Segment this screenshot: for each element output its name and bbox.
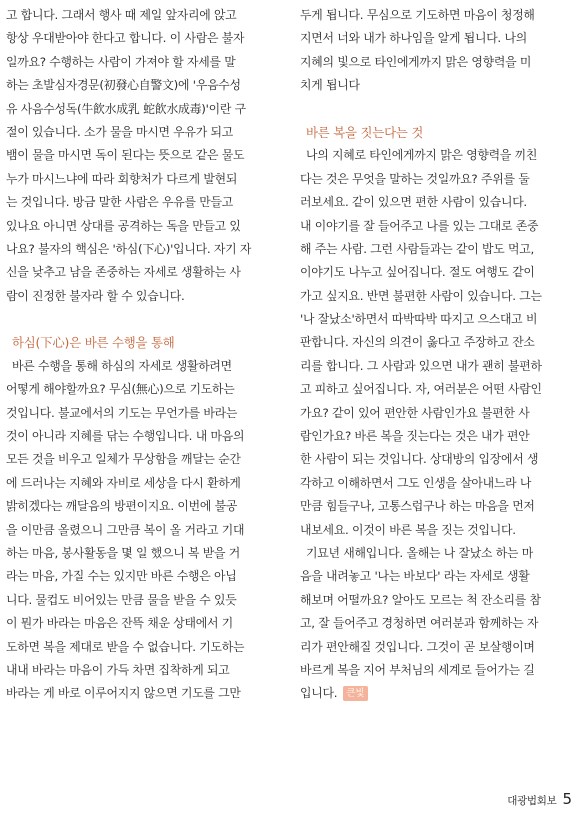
text-line: 모든 것을 비우고 일체가 무상함을 깨달는 순간	[6, 452, 241, 467]
text-line: 리가 편안해질 것입니다. 그것이 곧 보살행이며	[300, 639, 535, 654]
author-stamp: 큰빛	[343, 686, 367, 701]
text-line: 하는 초발심자경문(初發心自警文)에 '우음수성	[6, 78, 241, 93]
text-line: 바르게 복을 지어 부처님의 세계로 들어가는 길	[300, 662, 535, 677]
text-line: 각하고 이해하면서 그도 인생을 살아내느라 나	[300, 475, 532, 490]
left-column	[6, 4, 271, 706]
text-line: 리를 합니다. 그 사람과 있으면 내가 괜히 불편하	[300, 358, 542, 373]
text-line: 지혜의 빛으로 타인에게까지 맑은 영향력을 미	[300, 54, 532, 69]
publication-name: 대광법회보	[507, 795, 557, 807]
text-line: 지면서 너와 내가 하나임을 알게 됩니다. 나의	[300, 31, 527, 46]
text-line: 에 드러나는 지혜와 자비로 세상을 다시 환하게	[6, 475, 241, 490]
left-paragraph-1	[6, 4, 271, 308]
text-line: 유 사음수성독(牛飮水成乳 蛇飮水成毒)'이란 구	[6, 101, 246, 116]
text-line: 두게 됩니다. 무심으로 기도하면 마음이 청정해	[300, 8, 535, 22]
text-line: 나의 지혜로 타인에게까지 맑은 영향력을 끼친	[306, 148, 538, 163]
page-number: 5	[562, 790, 572, 808]
text-line: 것입니다. 불교에서의 기도는 무언가를 바라는	[6, 405, 238, 420]
text-line: 람이 진정한 불자라 할 수 있습니다.	[6, 288, 185, 303]
right-paragraph-3	[300, 542, 565, 706]
left-paragraph-2	[6, 355, 271, 706]
text-line: 신을 낮추고 남을 존중하는 자세로 생활하는 사	[6, 265, 241, 280]
text-line: 내보세요. 이것이 바른 복을 짓는 것입니다.	[300, 522, 516, 537]
text-line: 이야기도 나누고 싶어집니다. 절도 여행도 같이	[300, 265, 535, 280]
text-line: 있나요 아니면 상대를 공격하는 독을 만들고 있	[6, 218, 241, 233]
text-line: 러보세요. 같이 있으면 편한 사람이 있습니다.	[300, 195, 527, 210]
text-line: 항상 우대받아야 한다고 합니다. 이 사람은 불자	[6, 31, 245, 46]
text-line: 누가 마시느냐에 따라 회향처가 다르게 발현되	[6, 171, 238, 186]
text-line: 밝히겠다는 깨달음의 방편이지요. 이번에 불공	[6, 499, 238, 514]
spacer	[6, 308, 271, 331]
text-line: 바라는 게 바로 이루어지지 않으면 기도를 그만	[6, 686, 241, 701]
text-line: '나 잘났소'하면서 따박따박 따지고 으스대고 비	[300, 312, 538, 327]
text-line: 이 뭔가 바라는 마음은 잔뜩 채운 상태에서 기	[6, 616, 233, 631]
right-column	[300, 4, 565, 706]
section-heading-hasim: 하심(下心)은 바른 수행을 통해	[12, 335, 175, 351]
text-line: 을 이만큼 올렸으니 그만큼 복이 올 거라고 기대	[6, 522, 245, 537]
spacer	[300, 98, 565, 121]
text-line: 입니다. 큰빛	[300, 682, 565, 705]
text-line: 일까요? 수행하는 사람이 가져야 할 자세를 말	[6, 54, 236, 69]
text-line: 어떻게 해야할까요? 무심(無心)으로 기도하는	[6, 382, 235, 397]
text-line: 것이 아니라 지혜를 닦는 수행입니다. 내 마음의	[6, 429, 245, 444]
text-line: 나요? 불자의 핵심은 '하심(下心)'입니다. 자기 자	[6, 241, 252, 256]
text-line: 바른 수행을 통해 하심의 자세로 생활하려면	[12, 358, 232, 373]
text-line: 는 것입니다. 방금 말한 사람은 우유를 만들고	[6, 195, 233, 210]
right-paragraph-2	[300, 144, 565, 542]
text-line: 치게 됩니다	[300, 78, 360, 93]
text-line: 판합니다. 자신의 의견이 옳다고 주장하고 잔소	[300, 335, 535, 350]
right-paragraph-1	[300, 4, 565, 98]
text-line: 기묘년 새해입니다. 올해는 나 잘났소 하는 마	[306, 545, 533, 560]
text-line: 람인가요? 바른 복을 짓는다는 것은 내가 편안	[300, 429, 530, 444]
page-footer	[507, 790, 572, 810]
text-line: 해보며 어떨까요? 알아도 모르는 척 잔소리를 참	[300, 592, 541, 607]
section-heading-bareun-bok: 바른 복을 짓는다는 것	[306, 124, 424, 140]
text-line: 해 주는 사람. 그런 사람들과는 같이 밥도 먹고,	[300, 241, 535, 256]
text-line: 뱀이 물을 마시면 독이 된다는 뜻으로 같은 물도	[6, 148, 245, 163]
text-line: 고 합니다. 그래서 행사 때 제일 앞자리에 앉고	[6, 8, 237, 22]
text-line: 도하면 복을 제대로 받을 수 없습니다. 기도하는	[6, 639, 245, 654]
text-line: 가고 싶지요. 반면 불편한 사람이 있습니다. 그는	[300, 288, 542, 303]
text-line: 고 피하고 싶어집니다. 자, 여러분은 어떤 사람인	[300, 382, 542, 397]
text-line: 고, 잘 들어주고 경청하면 여러분과 함께하는 자	[300, 616, 539, 631]
text-line: 만큼 힘들구나, 고통스럽구나 하는 마음을 먼저	[300, 499, 535, 514]
text-line: 내 이야기를 잘 들어주고 나를 있는 그대로 존중	[300, 218, 539, 233]
text-line: 음을 내려놓고 '나는 바보다' 라는 자세로 생활	[300, 569, 530, 584]
text-line: 라는 마음, 가질 수는 있지만 바른 수행은 아닙	[6, 569, 237, 584]
text-line: 절이 있습니다. 소가 물을 마시면 우유가 되고	[6, 124, 233, 139]
text-line: 니다. 물컵도 비어있는 만큼 물을 받을 수 있듯	[6, 592, 237, 607]
text-line: 가요? 같이 있어 편안한 사람인가요 불편한 사	[300, 405, 530, 420]
text-line: 다는 것은 무엇을 말하는 것일까요? 주위를 둘	[300, 171, 530, 186]
text-line: 하는 마음, 봉사활동을 몇 일 했으니 복 받을 거	[6, 545, 241, 560]
text-line: 내내 바라는 마음이 가득 차면 집착하게 되고	[6, 662, 230, 677]
text-line: 한 사람이 되는 것입니다. 상대방의 입장에서 생	[300, 452, 539, 467]
